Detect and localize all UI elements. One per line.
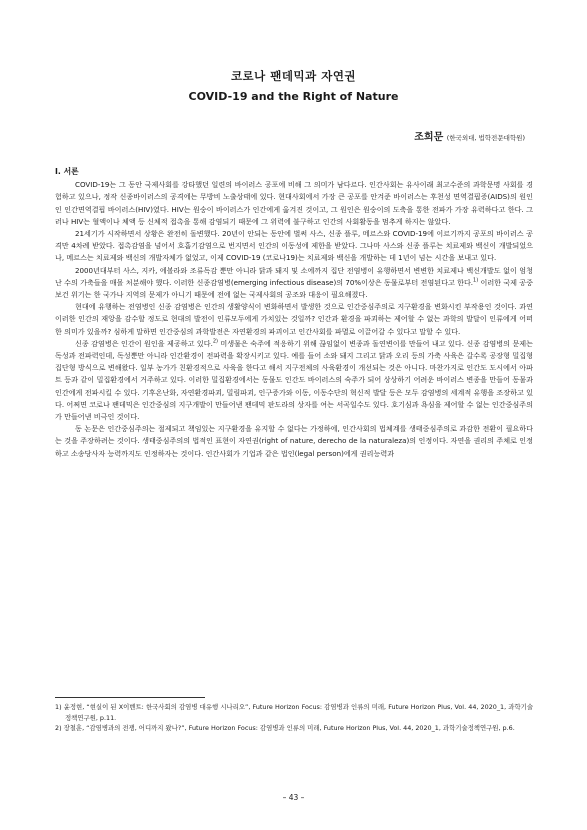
paragraph-5-text-b: 미생물은 숙주에 적응하기 위해 끊임없이 변종과 돌연변이를 만들어 내고 있다. 신종 감염병의 문제는 독성과 전파력인데, 독성뿐만 아니라 인간환경이 전파력을 확장시키고 있다. 예를 들어 소와 돼지 그리고 닭과 오리 등의 가축 사육은 갈수록 공장형 밀집형 집단형 방식으로 변해왔다. 일부 농가가 친환경적으로 사육을 한다고 해서 지구전체의 사육환경이 개선되는 것은 아니다. 마찬가지로 인간도 도시에서 아파트 등과 같이 밀집환경에서 거주하고 있다. 이러한 밀집환경에서는 동물도 인간도 바이러스의 숙주가 되어 상상하기 어려운 바이러스 변종을 만들어 동물과 인간에게 전파시킬 수 있다. 기후온난화, 자연환경파괴, 밀림파괴, 인구증가와 이동, 이동수단의 혁신적 발달 등은 모두 감염병의 세계적 유행을 조장하고 있다. 어쩌면 코로나 팬데믹은 인간중심의 지구개발이 만들어낸 팬데믹 판도라의 상자를 여는 서곡일수도 있다. 호기심과 욕심을 제어할 수 없는 인간중심주의가 만들어낸 비극인 것이다. xyxy=(55,338,533,422)
page-title-korean: 코로나 팬데믹과 자연권 xyxy=(230,69,357,83)
paragraph-5-text-a: 신종 감염병은 인간이 원인을 제공하고 있다. xyxy=(75,338,213,348)
footnote-2: 2) 장철훈, “감염병과의 전쟁, 어디까지 왔나?”, Future Horizon Focus: 감염병과 인류의 미래, Future Horizon Plus, Vol. 44, 2020_1, 과학기술정책연구원, p.6. xyxy=(55,724,515,733)
author-affiliation: (한국외대, 법학전문대학원) xyxy=(446,134,525,142)
page-number: – 43 – xyxy=(282,793,305,802)
footnote-divider xyxy=(55,697,205,698)
footnote-ref-1: 1) xyxy=(473,277,479,284)
paragraph-6: 동 논문은 인간중심주의는 절제되고 책임있는 지구환경을 유지할 수 없다는 가정하에, 인간사회의 법체계를 생태중심주의로 과감한 전환이 필요하다는 것을 주장하려는 것이다. 생태중심주의의 법적인 표현이 자연권(right of nature, derecho de la naturaleza)의 인정이다. 자연을 권리의 주체로 인정하고 소송당사자 능력까지도 인정하자는 것이다. 인간사회가 기업과 같은 법인(legal person)에게 권리능력과 xyxy=(55,424,533,458)
section-heading: I. 서론 xyxy=(55,167,79,176)
paragraph-5 xyxy=(55,338,533,423)
footnote-ref-2: 2) xyxy=(212,338,218,345)
footnotes xyxy=(55,697,533,734)
page-title-english: COVID-19 and the Right of Nature xyxy=(188,90,399,103)
paragraph-3-text-b: 이러한 국제 공중보건 위기는 한 국가나 지역의 문제가 아니기 때문에 전에 없는 국제사회의 공조와 대응이 필요해졌다. xyxy=(55,277,533,300)
footnote-1: 1) 윤정현, “현실이 된 X이벤트: 한국사회의 감염병 대유행 시나리오”, Future Horizon Focus: 감염병과 인류의 미래, Future Horizon Plus, Vol. 44, 2020_1, 과학기술정책연구원, p.11. xyxy=(55,703,533,722)
paragraph-2: 21세기가 시작하면서 상황은 완전히 돌변했다. 20년이 안되는 동안에 벌써 사스, 신종 플루, 메르스와 COVID-19에 이르기까지 공포의 바이러스 공격만 4차례 받았다. 접촉감염을 넘어서 호흡기감염으로 번지면서 인간의 이동성에 제한을 받았다. 그나마 사스와 신종 플루는 치료제와 백신이 개발되었으나, 메르스는 치료제와 백신의 개발자체가 없었고, 이제 COVID-19 (코로나19)는 치료제와 백신을 개발하는 데 1년이 넘는 시간을 보내고 있다. xyxy=(55,229,533,263)
author-name: 조희문 xyxy=(414,132,444,143)
paragraph-3-text-a: 2000년대부터 사스, 지카, 에볼라와 조류독감 뿐만 아니라 닭과 돼지 및 소에까지 집단 전염병이 유행하면서 변변한 치료제나 백신개발도 없이 엄청난 수의 가축들을 매몰 처분해야 했다. 이러한 신종감염병(emerging infectious disease)의 70%이상은 동물로부터 전염된다고 한다. xyxy=(55,265,533,287)
paragraph-4: 현대에 유행하는 전염병인 신종 감염병은 인간의 생활양식이 변화하면서 발생한 것으로 인간중심주의로 지구환경을 변화시킨 부작용인 것이다. 과연 이러한 인간의 재앙을 감수할 정도로 현대의 발전이 인류모두에게 가치있는 것일까? 인간과 환경을 파괴하는 제어할 수 없는 과학의 발달이 인류에게 어떠한 의미가 있을까? 심하게 말하면 인간중심의 과학발전은 자연환경의 파괴이고 인간사회를 파멸로 이끌어갈 수 있다고 말할 수 있다. xyxy=(55,302,533,336)
paragraph-3 xyxy=(55,265,533,302)
author-line xyxy=(414,128,525,143)
body-text xyxy=(55,166,533,460)
paragraph-1: COVID-19는 그 동안 국제사회를 강타했던 일련의 바이러스 공포에 비해 그 의미가 남다르다. 인간사회는 유사이래 최고수준의 과학문명 사회를 경험하고 있으나, 정작 신종바이러스의 공격에는 무방비 노출상태에 있다. 현대사회에서 가장 큰 공포를 안겨준 바이러스는 후천성 면역결핍증(AIDS)의 원인인 인간면역결핍 바이러스(HIV)였다. HIV는 원숭이 바이러스가 인간에게 옮겨진 것이고, 그 원인은 원숭이의 도축을 통한 전파가 가장 유력하다고 한다. 그러나 HIV는 혈액이나 체액 등 신체적 접촉을 통해 감염되기 때문에 그 위력에 불구하고 인간의 사회활동을 멈추게 하지는 않았다. xyxy=(55,180,533,226)
